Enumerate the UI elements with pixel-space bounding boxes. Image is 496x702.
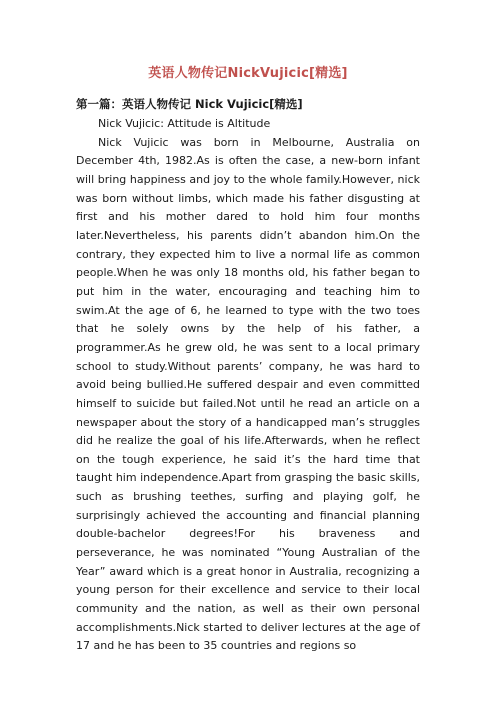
section-heading: 第一篇：英语人物传记 Nick Vujicic[精选] (76, 97, 303, 111)
document-title: 英语人物传记NickVujicic[精选] (148, 66, 348, 81)
body-paragraph: Nick Vujicic was born in Melbourne, Australia on December 4th, 1982.As is often the case, a new-born infant will bring happiness and joy to the whole family.However, nick was born without limbs, which made his father disgusting at first and his mother dared to hold him four months later.Nevertheless, his parents didn’t abandon him.On the contrary, they expected him to live a normal life as common people.When he was only 18 months old, his father began to put him in the water, encouraging and teaching him to swim.At the age of 6, he learned to type with the two toes that he solely owns by the help of his father, a programmer.As he grew old, he was sent to a local primary school to study.Without parents’ company, he was hard to avoid being bullied.He suffered despair and even committed himself to suicide but failed.Not until he read an article on a newspaper about the story of a handicapped man’s struggles did he realize the goal of his life.Afterwards, when he reflect on the tough experience, he said it’s the hard time that taught him independence.Apart from grasping the basic skills, such as brushing teethes, surfing and playing golf, he surprisingly achieved the accounting and financial planning double-bachelor degrees!For his braveness and perseverance, he was nominated “Young Australian of the Year” award which is a great honor in Australia, recognizing a young person for their excellence and service to their local community and the nation, as well as their own personal accomplishments.Nick started to deliver lectures at the age of 17 and he has been to 35 countries and regions so (76, 135, 420, 653)
document-body (76, 115, 420, 656)
article-subtitle: Nick Vujicic: Attitude is Altitude (98, 117, 271, 130)
